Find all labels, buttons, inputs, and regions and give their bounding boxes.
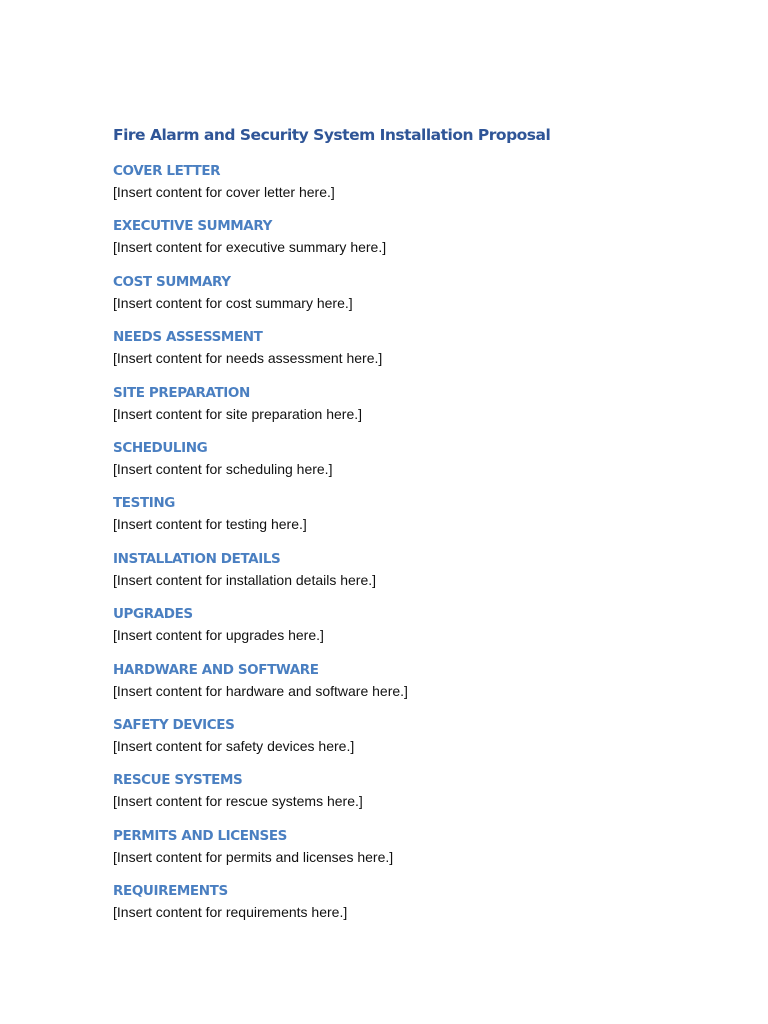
section-heading: TESTING: [113, 495, 175, 512]
section-heading: NEEDS ASSESSMENT: [113, 329, 263, 346]
section-hardware-and-software: [113, 660, 713, 715]
section-body: [Insert content for requirements here.]: [113, 904, 348, 921]
section-body: [Insert content for upgrades here.]: [113, 627, 324, 644]
section-safety-devices: [113, 715, 713, 770]
section-heading: INSTALLATION DETAILS: [113, 550, 281, 567]
document-page: [113, 124, 713, 936]
section-heading: SAFETY DEVICES: [113, 716, 235, 733]
section-body: [Insert content for cost summary here.]: [113, 294, 353, 311]
section-heading: COST SUMMARY: [113, 273, 231, 290]
section-testing: [113, 493, 713, 548]
section-body: [Insert content for hardware and software here.]: [113, 682, 408, 699]
section-heading: RESCUE SYSTEMS: [113, 772, 243, 789]
section-rescue-systems: [113, 770, 713, 825]
section-body: [Insert content for site preparation here.]: [113, 405, 363, 422]
section-heading: HARDWARE AND SOFTWARE: [113, 661, 319, 678]
section-body: [Insert content for rescue systems here.]: [113, 793, 363, 810]
section-executive-summary: [113, 216, 713, 271]
section-cost-summary: [113, 272, 713, 327]
section-body: [Insert content for safety devices here.]: [113, 737, 355, 754]
section-body: [Insert content for permits and licenses here.]: [113, 848, 394, 865]
section-heading: EXECUTIVE SUMMARY: [113, 218, 272, 235]
section-body: [Insert content for needs assessment here.]: [113, 350, 383, 367]
document-title: Fire Alarm and Security System Installation Proposal: [113, 126, 551, 144]
section-upgrades: [113, 604, 713, 659]
section-body: [Insert content for testing here.]: [113, 516, 307, 533]
section-installation-details: [113, 549, 713, 604]
section-heading: PERMITS AND LICENSES: [113, 827, 287, 844]
section-heading: SCHEDULING: [113, 439, 208, 456]
section-cover-letter: [113, 161, 713, 216]
section-heading: COVER LETTER: [113, 163, 221, 179]
section-body: [Insert content for cover letter here.]: [113, 184, 335, 200]
section-heading: UPGRADES: [113, 606, 193, 623]
section-body: [Insert content for executive summary here.]: [113, 239, 387, 256]
section-needs-assessment: [113, 327, 713, 382]
section-scheduling: [113, 438, 713, 493]
section-site-preparation: [113, 383, 713, 438]
section-requirements: [113, 881, 713, 936]
section-body: [Insert content for scheduling here.]: [113, 460, 333, 477]
section-permits-and-licenses: [113, 826, 713, 881]
section-body: [Insert content for installation details here.]: [113, 571, 377, 588]
section-heading: SITE PREPARATION: [113, 384, 250, 401]
section-heading: REQUIREMENTS: [113, 883, 228, 900]
